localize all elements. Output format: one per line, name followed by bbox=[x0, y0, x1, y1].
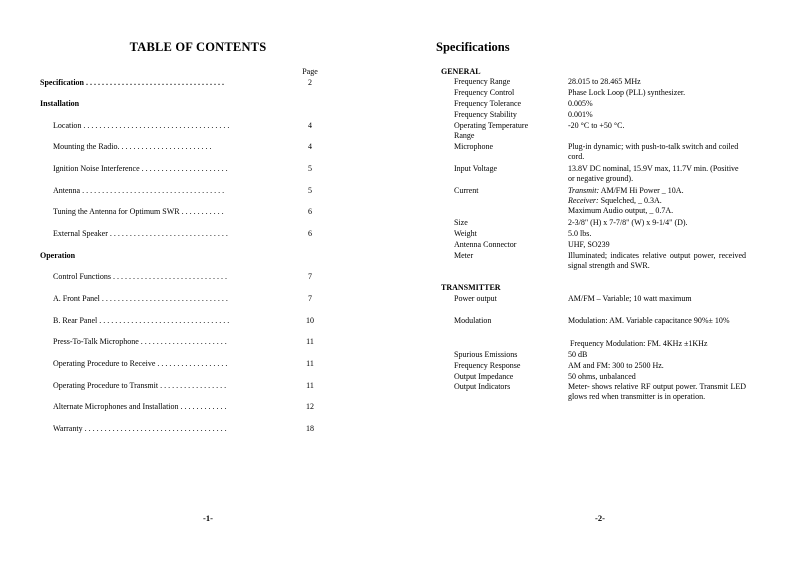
toc-entry bbox=[0, 315, 396, 326]
toc-entry-label: Specification . . . . . . . . . . . . . . . . . . . . . . . . . . . . . . . . . . . bbox=[40, 78, 224, 87]
spec-label: Operating Temperature Range bbox=[454, 121, 529, 140]
spec-label: Frequency Stability bbox=[454, 110, 517, 119]
toc-entry bbox=[0, 358, 396, 369]
spec-value: 28.015 to 28.465 MHz bbox=[568, 77, 641, 86]
toc-entry-label: Press-To-Talk Microphone . . . . . . . . . . . . . . . . . . . . . . bbox=[53, 337, 227, 346]
toc-entry-page: 5 bbox=[308, 186, 312, 195]
toc-entry-page: 4 bbox=[308, 142, 312, 151]
toc-entry-page: 2 bbox=[308, 78, 312, 87]
toc-entry-label: Ignition Noise Interference . . . . . . . . . . . . . . . . . . . . . . bbox=[53, 164, 228, 173]
spec-section-transmitter: TRANSMITTER bbox=[441, 283, 501, 292]
toc-entry-label: B. Rear Panel . . . . . . . . . . . . . . . . . . . . . . . . . . . . . . . . . bbox=[53, 316, 230, 325]
spec-section-general: GENERAL bbox=[441, 67, 481, 76]
toc-entry-label: Installation bbox=[40, 99, 80, 108]
transmit-value: AM/FM Hi Power _ 10A. bbox=[600, 186, 684, 195]
spec-label: Current bbox=[454, 186, 479, 195]
toc-entry bbox=[0, 228, 396, 239]
toc-entry bbox=[0, 423, 396, 434]
toc-entry-page: 6 bbox=[308, 229, 312, 238]
left-page bbox=[0, 0, 396, 561]
toc-entry-page: 11 bbox=[306, 359, 314, 368]
spec-label: Modulation bbox=[454, 316, 492, 325]
page-number-right: -2- bbox=[595, 513, 605, 523]
spec-value: UHF, SO239 bbox=[568, 240, 610, 249]
toc-entry-page: 18 bbox=[306, 424, 314, 433]
toc-entry bbox=[0, 163, 396, 174]
spec-value: -20 °C to +50 °C. bbox=[568, 121, 625, 130]
toc-entry-label: Operation bbox=[40, 251, 76, 260]
spec-label: Weight bbox=[454, 229, 477, 238]
toc-title: TABLE OF CONTENTS bbox=[129, 40, 267, 54]
receiver-label: Receiver: bbox=[568, 196, 599, 205]
toc-entry bbox=[0, 206, 396, 217]
toc-entry-label: Control Functions . . . . . . . . . . . . . . . . . . . . . . . . . . . . . bbox=[53, 272, 228, 281]
toc-entry-label: External Speaker . . . . . . . . . . . . . . . . . . . . . . . . . . . . . . bbox=[53, 229, 228, 238]
max-audio-value: Maximum Audio output, _ 0.7A. bbox=[568, 206, 674, 215]
spec-value: 2-3/8" (H) x 7-7/8" (W) x 9-1/4" (D). bbox=[568, 218, 688, 227]
toc-entry-page: 11 bbox=[306, 337, 314, 346]
toc-entry bbox=[0, 380, 396, 391]
spec-label: Frequency Range bbox=[454, 77, 511, 86]
spec-value-fm-modulation: Frequency Modulation: FM. 4KHz ±1KHz bbox=[570, 339, 708, 348]
toc-entry-label: Alternate Microphones and Installation . . . . . . . . . . . . bbox=[53, 402, 227, 411]
spec-label: Microphone bbox=[454, 142, 494, 151]
toc-entry-page: 4 bbox=[308, 121, 312, 130]
spec-value: 0.005% bbox=[568, 99, 593, 108]
toc-entry-page: 7 bbox=[308, 294, 312, 303]
toc-entry-label: Antenna . . . . . . . . . . . . . . . . . . . . . . . . . . . . . . . . . . . . bbox=[53, 186, 225, 195]
toc-entry-page: 5 bbox=[308, 164, 312, 173]
spec-value: 50 ohms, unbalanced bbox=[568, 372, 636, 381]
toc-entry bbox=[0, 141, 396, 152]
spec-value: Plug-in dynamic; with push-to-talk switch and coiled cord. bbox=[568, 142, 739, 161]
spec-value-current bbox=[568, 186, 746, 216]
spec-label: Frequency Tolerance bbox=[454, 99, 522, 108]
toc-entry-page: 12 bbox=[306, 402, 314, 411]
receiver-value: Squelched, _ 0.3A. bbox=[600, 196, 662, 205]
toc-entry bbox=[0, 336, 396, 347]
spec-value: Phase Lock Loop (PLL) synthesizer. bbox=[568, 88, 686, 97]
toc-entry-label: Location . . . . . . . . . . . . . . . . . . . . . . . . . . . . . . . . . . . . . bbox=[53, 121, 230, 130]
spec-label: Output Impedance bbox=[454, 372, 514, 381]
spec-label: Input Voltage bbox=[454, 164, 498, 173]
toc-entry-label: Operating Procedure to Transmit . . . . . . . . . . . . . . . . . bbox=[53, 381, 227, 390]
toc-entry-label: Tuning the Antenna for Optimum SWR . . . . . . . . . . . bbox=[53, 207, 224, 216]
spec-label: Antenna Connector bbox=[454, 240, 517, 249]
spec-value: 13.8V DC nominal, 15.9V max, 11.7V min. (Positive or negative ground). bbox=[568, 164, 739, 183]
toc-entry-page: 10 bbox=[306, 316, 314, 325]
toc-entry-page: 6 bbox=[308, 207, 312, 216]
spec-value: 0.001% bbox=[568, 110, 593, 119]
toc-entry-label: Warranty . . . . . . . . . . . . . . . . . . . . . . . . . . . . . . . . . . . . bbox=[53, 424, 227, 433]
page-number-left: -1- bbox=[203, 513, 213, 523]
spec-value: 50 dB bbox=[568, 350, 588, 359]
spec-label: Output Indicators bbox=[454, 382, 511, 391]
spec-label: Size bbox=[454, 218, 468, 227]
spec-value: 5.0 lbs. bbox=[568, 229, 592, 238]
spec-label: Spurious Emissions bbox=[454, 350, 518, 359]
toc-entry-label: Operating Procedure to Receive . . . . . . . . . . . . . . . . . . bbox=[53, 359, 228, 368]
toc-entry-page: 7 bbox=[308, 272, 312, 281]
spec-value: Meter- shows relative RF output power. Transmit LED glows red when transmitter is in operation. bbox=[568, 382, 746, 401]
right-page bbox=[396, 0, 793, 561]
spec-value: Modulation: AM. Variable capacitance 90%± 10% bbox=[568, 316, 730, 325]
toc-entry bbox=[0, 250, 396, 261]
toc-entry bbox=[0, 185, 396, 196]
spec-value: Illuminated; indicates relative output power, received signal strength and SWR. bbox=[568, 251, 746, 270]
toc-entry bbox=[0, 98, 396, 109]
transmit-label: Transmit: bbox=[568, 186, 600, 195]
spec-value: AM/FM – Variable; 10 watt maximum bbox=[568, 294, 692, 303]
spec-value: AM and FM: 300 to 2500 Hz. bbox=[568, 361, 664, 370]
toc-entry bbox=[0, 271, 396, 282]
spec-label: Meter bbox=[454, 251, 474, 260]
toc-page-column-header: Page bbox=[302, 67, 318, 76]
spec-title: Specifications bbox=[436, 40, 510, 54]
toc-entry bbox=[0, 77, 396, 88]
toc-entry bbox=[0, 120, 396, 131]
toc-entry-page: 11 bbox=[306, 381, 314, 390]
spec-label: Power output bbox=[454, 294, 497, 303]
toc-entry-label: Mounting the Radio. . . . . . . . . . . . . . . . . . . . . . . . bbox=[53, 142, 212, 151]
toc-entry bbox=[0, 401, 396, 412]
toc-entry bbox=[0, 293, 396, 304]
spec-label: Frequency Control bbox=[454, 88, 515, 97]
toc-entry-label: A. Front Panel . . . . . . . . . . . . . . . . . . . . . . . . . . . . . . . . bbox=[53, 294, 228, 303]
spec-label: Frequency Response bbox=[454, 361, 521, 370]
